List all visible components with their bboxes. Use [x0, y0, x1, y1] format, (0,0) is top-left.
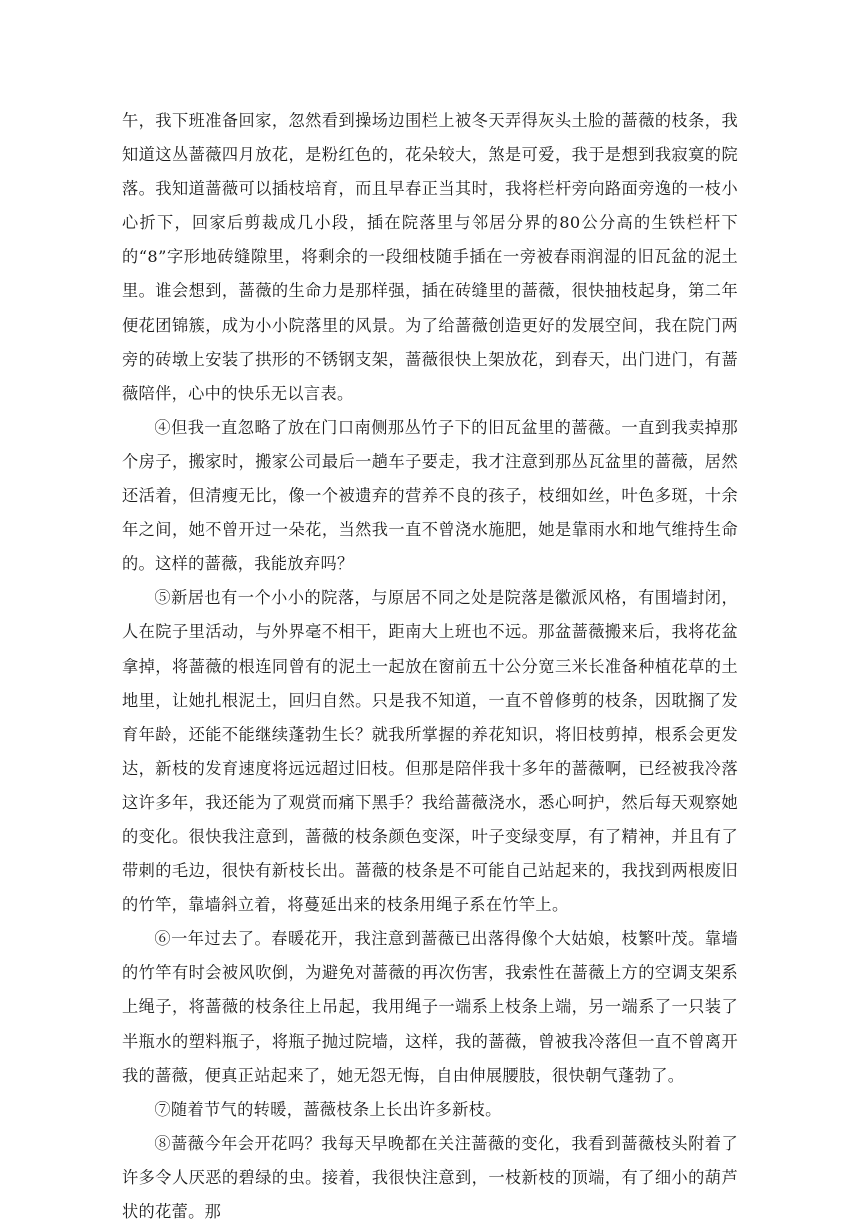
paragraph-7: ⑦随着节气的转暖，蔷薇枝条上长出许多新枝。 [154, 1099, 502, 1119]
paragraph-3-continued: 午，我下班准备回家，忽然看到操场边围栏上被冬天弄得灰头土脸的蔷薇的枝条，我知道这丛蔷薇四月放花，是粉红色的，花朵较大，煞是可爱，我于是想到我寂寞的院落。我知道蔷薇可以插枝培育，而且早春正当其时，我将栏杆旁向路面旁逸的一枝小心折下，回家后剪裁成几小段，插在院落里与邻居分界的80公分高的生铁栏杆下的“8”字形地砖缝隙里，将剩余的一段细枝随手插在一旁被春雨润湿的旧瓦盆的泥土里。谁会想到，蔷薇的生命力是那样强，插在砖缝里的蔷薇，很快抽枝起身，第二年便花团锦簇，成为小小院落里的风景。为了给蔷薇创造更好的发展空间，我在院门两旁的砖墩上安装了拱形的不锈钢支架，蔷薇很快上架放花，到春天，出门进门，有蔷薇陪伴，心中的快乐无以言表。 [122, 111, 738, 403]
paragraph-8: ⑧蔷薇今年会开花吗？我每天早晚都在关注蔷薇的变化，我看到蔷薇枝头附着了许多令人厌恶的碧绿的虫。接着，我很快注意到，一枝新枝的顶端，有了细小的葫芦状的花蕾。那 [122, 1133, 738, 1221]
paragraph-5: ⑤新居也有一个小小的院落，与原居不同之处是院落是徽派风格，有围墙封闭，人在院子里活动，与外界毫不相干，距南大上班也不远。那盆蔷薇搬来后，我将花盆拿掉，将蔷薇的根连同曾有的泥土一起放在窗前五十公分宽三米长准备种植花草的土地里，让她扎根泥土，回归自然。只是我不知道，一直不曾修剪的枝条，因耽搁了发育年龄，还能不能继续蓬勃生长？就我所掌握的养花知识，将旧枝剪掉，根系会更发达，新枝的发育速度将远远超过旧枝。但那是陪伴我十多年的蔷薇啊，已经被我冷落这许多年，我还能为了观赏而痛下黑手？我给蔷薇浇水，悉心呵护，然后每天观察她的变化。很快我注意到，蔷薇的枝条颜色变深，叶子变绿变厚，有了精神，并且有了带刺的毛边，很快有新枝长出。蔷薇的枝条是不可能自己站起来的，我找到两根废旧的竹竿，靠墙斜立着，将蔓延出来的枝条用绳子系在竹竿上。 [122, 588, 738, 915]
paragraph-6: ⑥一年过去了。春暖花开，我注意到蔷薇已出落得像个大姑娘，枝繁叶茂。靠墙的竹竿有时会被风吹倒，为避免对蔷薇的再次伤害，我索性在蔷薇上方的空调支架系上绳子，将蔷薇的枝条往上吊起，我用绳子一端系上枝条上端，另一端系了一只装了半瓶水的塑料瓶子，将瓶子抛过院墙，这样，我的蔷薇，曾被我冷落但一直不曾离开我的蔷薇，便真正站起来了，她无怨无悔，自由伸展腰肢，很快朝气蓬勃了。 [122, 929, 738, 1085]
paragraph-4: ④但我一直忽略了放在门口南侧那丛竹子下的旧瓦盆里的蔷薇。一直到我卖掉那个房子，搬家时，搬家公司最后一趟车子要走，我才注意到那丛瓦盆里的蔷薇，居然还活着，但清瘦无比，像一个被遗弃的营养不良的孩子，枝细如丝，叶色多斑，十余年之间，她不曾开过一朵花，当然我一直不曾浇水施肥，她是靠雨水和地气维持生命的。这样的蔷薇，我能放弃吗？ [122, 417, 738, 574]
